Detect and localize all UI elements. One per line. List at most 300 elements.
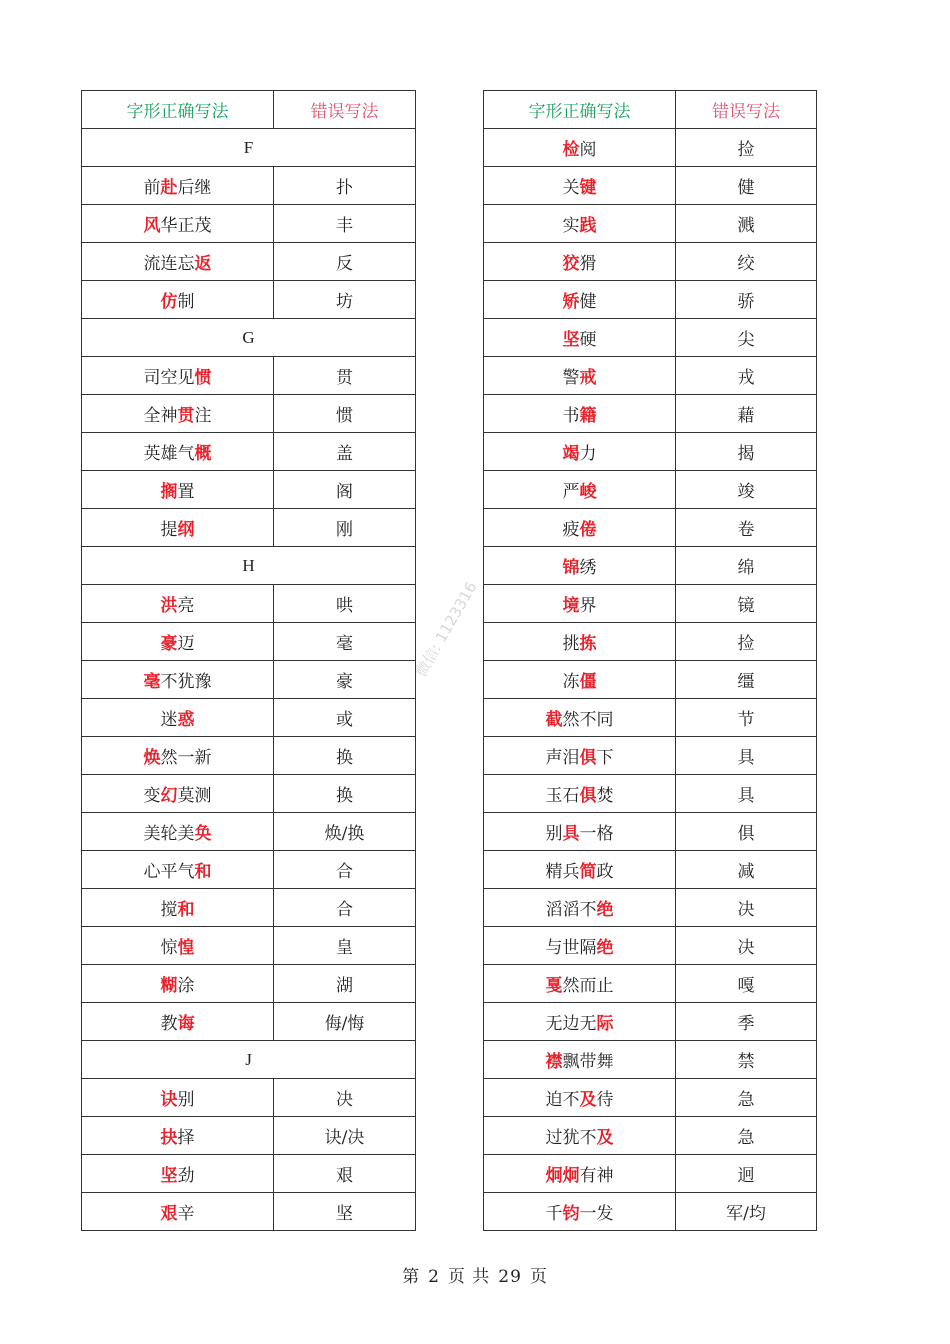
highlighted-char: 和: [177, 900, 195, 920]
word-text: 别: [545, 824, 563, 844]
footer-prefix: 第: [402, 1267, 421, 1287]
wrong-word-cell: 反: [274, 243, 416, 281]
correct-word-cell: [82, 737, 274, 775]
word-text: 焚: [596, 786, 614, 806]
correct-word-cell: [82, 205, 274, 243]
highlighted-char: 焕: [143, 748, 161, 768]
word-text: 变: [143, 786, 161, 806]
word-text: 制: [177, 292, 195, 312]
wrong-word-cell: 节: [676, 699, 817, 737]
word-text: 莫测: [177, 786, 212, 806]
highlighted-char: 惶: [177, 938, 195, 958]
correct-word-cell: [484, 699, 676, 737]
word-text: 绣: [579, 558, 597, 578]
highlighted-char: 钧: [562, 1204, 580, 1224]
correct-word-cell: [484, 357, 676, 395]
word-text: 教: [160, 1014, 178, 1034]
table-row: [484, 1193, 817, 1231]
highlighted-char: 俱: [579, 748, 597, 768]
table-row: [82, 1079, 416, 1117]
table-row: [484, 927, 817, 965]
word-text: 一发: [579, 1204, 614, 1224]
wrong-word-cell: 具: [676, 775, 817, 813]
table-header-row: [484, 91, 817, 129]
word-text: 涂: [177, 976, 195, 996]
word-text: 注: [194, 406, 212, 426]
correct-word-cell: [82, 509, 274, 547]
wrong-word-cell: 镜: [676, 585, 817, 623]
table-row: [484, 433, 817, 471]
word-text: 辛: [177, 1204, 195, 1224]
highlighted-char: 锦: [562, 558, 580, 578]
correct-word-cell: [82, 699, 274, 737]
correct-word-cell: [484, 1003, 676, 1041]
correct-word-cell: [484, 1041, 676, 1079]
highlighted-char: 截: [545, 710, 563, 730]
table-row: [82, 509, 416, 547]
highlighted-char: 贯: [177, 406, 195, 426]
header-correct-spelling: 字形正确写法: [484, 91, 676, 129]
table-row: [484, 623, 817, 661]
correct-word-cell: [484, 1117, 676, 1155]
section-row: [82, 129, 416, 167]
highlighted-char: 风: [143, 216, 161, 236]
table-row: [484, 281, 817, 319]
correct-word-cell: [82, 623, 274, 661]
table-row: [484, 243, 817, 281]
table-row: [484, 471, 817, 509]
wrong-word-cell: 嘎: [676, 965, 817, 1003]
highlighted-char: 艰: [160, 1204, 178, 1224]
right-table-body: [484, 129, 817, 1231]
table-row: [82, 813, 416, 851]
word-text: 迫不: [545, 1090, 580, 1110]
wrong-word-cell: 揭: [676, 433, 817, 471]
wrong-word-cell: 季: [676, 1003, 817, 1041]
table-row: [484, 509, 817, 547]
table-row: [82, 851, 416, 889]
wrong-word-cell: 扑: [274, 167, 416, 205]
highlighted-char: 际: [596, 1014, 614, 1034]
correct-word-cell: [484, 661, 676, 699]
correct-word-cell: [82, 813, 274, 851]
table-row: [82, 167, 416, 205]
wrong-word-cell: 换: [274, 775, 416, 813]
section-row: [82, 1041, 416, 1079]
table-row: [484, 547, 817, 585]
word-text: 华正茂: [160, 216, 212, 236]
table-row: [484, 205, 817, 243]
correct-word-cell: [484, 927, 676, 965]
highlighted-char: 奂: [194, 824, 212, 844]
wrong-word-cell: 竣: [676, 471, 817, 509]
wrong-word-cell: 减: [676, 851, 817, 889]
word-text: 无边无: [545, 1014, 597, 1034]
highlighted-char: 僵: [579, 672, 597, 692]
highlighted-char: 绝: [596, 938, 614, 958]
table-row: [484, 1041, 817, 1079]
highlighted-char: 矫: [562, 292, 580, 312]
table-row: [484, 851, 817, 889]
wrong-word-cell: 骄: [676, 281, 817, 319]
right-word-table: [483, 90, 817, 1231]
word-text: 劲: [177, 1166, 195, 1186]
word-text: 然一新: [160, 748, 212, 768]
wrong-word-cell: 健: [676, 167, 817, 205]
wrong-word-cell: 坊: [274, 281, 416, 319]
correct-word-cell: [484, 167, 676, 205]
wrong-word-cell: 豪: [274, 661, 416, 699]
table-row: [82, 281, 416, 319]
footer-suffix: 页: [529, 1267, 548, 1287]
wrong-word-cell: 侮/悔: [274, 1003, 416, 1041]
header-correct-spelling: 字形正确写法: [82, 91, 274, 129]
table-row: [82, 471, 416, 509]
table-row: [82, 395, 416, 433]
correct-word-cell: [484, 585, 676, 623]
wrong-word-cell: 藉: [676, 395, 817, 433]
word-text: 待: [596, 1090, 614, 1110]
wrong-word-cell: 合: [274, 889, 416, 927]
word-text: 一格: [579, 824, 614, 844]
highlighted-char: 赴: [160, 178, 178, 198]
table-row: [82, 737, 416, 775]
wrong-word-cell: 决: [676, 927, 817, 965]
table-row: [484, 775, 817, 813]
table-row: [484, 965, 817, 1003]
wrong-word-cell: 捡: [676, 623, 817, 661]
correct-word-cell: [82, 1003, 274, 1041]
highlighted-char: 戛: [545, 976, 563, 996]
correct-word-cell: [82, 889, 274, 927]
wrong-word-cell: 缰: [676, 661, 817, 699]
word-text: 心平气: [143, 862, 195, 882]
word-text: 政: [596, 862, 614, 882]
correct-word-cell: [484, 1193, 676, 1231]
correct-word-cell: [82, 471, 274, 509]
table-row: [82, 661, 416, 699]
word-text: 千: [545, 1204, 563, 1224]
word-text: 精兵: [545, 862, 580, 882]
correct-word-cell: [82, 1079, 274, 1117]
table-row: [484, 1003, 817, 1041]
word-text: 声泪: [545, 748, 580, 768]
word-text: 不犹豫: [160, 672, 212, 692]
highlighted-char: 惑: [177, 710, 195, 730]
wrong-word-cell: 坚: [274, 1193, 416, 1231]
word-text: 惊: [160, 938, 178, 958]
correct-word-cell: [484, 243, 676, 281]
word-text: 警: [562, 368, 580, 388]
highlighted-char: 返: [194, 254, 212, 274]
highlighted-char: 俱: [579, 786, 597, 806]
word-text: 疲: [562, 520, 580, 540]
left-word-table: [81, 90, 416, 1231]
highlighted-char: 简: [579, 862, 597, 882]
highlighted-char: 概: [194, 444, 212, 464]
table-row: [484, 585, 817, 623]
word-text: 有神: [579, 1166, 614, 1186]
left-table-body: [82, 129, 416, 1231]
correct-word-cell: [484, 737, 676, 775]
word-text: 滔滔不: [545, 900, 597, 920]
table-row: [82, 775, 416, 813]
table-row: [82, 623, 416, 661]
correct-word-cell: [82, 775, 274, 813]
wrong-word-cell: 丰: [274, 205, 416, 243]
section-row: [82, 547, 416, 585]
table-row: [82, 205, 416, 243]
highlighted-char: 狡: [562, 254, 580, 274]
correct-word-cell: [82, 965, 274, 1003]
header-wrong-spelling: 错误写法: [676, 91, 817, 129]
wrong-word-cell: 军/均: [676, 1193, 817, 1231]
correct-word-cell: [82, 243, 274, 281]
table-row: [484, 395, 817, 433]
word-text: 迈: [177, 634, 195, 654]
watermark: 微信: 1123316: [411, 578, 481, 680]
word-text: 与世隔: [545, 938, 597, 958]
header-wrong-spelling: 错误写法: [274, 91, 416, 129]
highlighted-char: 拣: [579, 634, 597, 654]
word-text: 搅: [160, 900, 178, 920]
correct-word-cell: [82, 281, 274, 319]
word-text: 界: [579, 596, 597, 616]
wrong-word-cell: 急: [676, 1079, 817, 1117]
section-letter: G: [82, 319, 416, 357]
correct-word-cell: [484, 433, 676, 471]
wrong-word-cell: 贯: [274, 357, 416, 395]
word-text: 实: [562, 216, 580, 236]
word-text: 冻: [562, 672, 580, 692]
highlighted-char: 键: [579, 178, 597, 198]
highlighted-char: 和: [194, 862, 212, 882]
wrong-word-cell: 急: [676, 1117, 817, 1155]
wrong-word-cell: 决: [274, 1079, 416, 1117]
table-row: [82, 357, 416, 395]
table-row: [484, 357, 817, 395]
table-row: [82, 699, 416, 737]
highlighted-char: 诲: [177, 1014, 195, 1034]
word-text: 亮: [177, 596, 195, 616]
highlighted-char: 峻: [579, 482, 597, 502]
highlighted-char: 惯: [194, 368, 212, 388]
wrong-word-cell: 换: [274, 737, 416, 775]
table-row: [82, 243, 416, 281]
table-row: [484, 1079, 817, 1117]
highlighted-char: 洪: [160, 596, 178, 616]
wrong-word-cell: 迥: [676, 1155, 817, 1193]
table-header-row: [82, 91, 416, 129]
wrong-word-cell: 艰: [274, 1155, 416, 1193]
wrong-word-cell: 刚: [274, 509, 416, 547]
word-text: 全神: [143, 406, 178, 426]
table-row: [484, 813, 817, 851]
wrong-word-cell: 禁: [676, 1041, 817, 1079]
correct-word-cell: [484, 319, 676, 357]
word-text: 猾: [579, 254, 597, 274]
correct-word-cell: [82, 1117, 274, 1155]
word-text: 阅: [579, 140, 597, 160]
table-row: [82, 1117, 416, 1155]
highlighted-char: 仿: [160, 292, 178, 312]
wrong-word-cell: 俱: [676, 813, 817, 851]
section-letter: H: [82, 547, 416, 585]
correct-word-cell: [484, 395, 676, 433]
highlighted-char: 戒: [579, 368, 597, 388]
highlighted-char: 竭: [562, 444, 580, 464]
table-row: [82, 927, 416, 965]
highlighted-char: 绝: [596, 900, 614, 920]
word-text: 择: [177, 1128, 195, 1148]
correct-word-cell: [82, 585, 274, 623]
highlighted-char: 践: [579, 216, 597, 236]
highlighted-char: 检: [562, 140, 580, 160]
section-letter: F: [82, 129, 416, 167]
table-row: [484, 1117, 817, 1155]
word-text: 过犹不: [545, 1128, 597, 1148]
table-row: [484, 699, 817, 737]
table-row: [82, 1155, 416, 1193]
correct-word-cell: [82, 357, 274, 395]
correct-word-cell: [82, 1193, 274, 1231]
page-footer: [0, 1262, 950, 1287]
wrong-word-cell: 绵: [676, 547, 817, 585]
wrong-word-cell: 惯: [274, 395, 416, 433]
wrong-word-cell: 溅: [676, 205, 817, 243]
word-text: 后继: [177, 178, 212, 198]
correct-word-cell: [484, 1079, 676, 1117]
highlighted-char: 及: [579, 1090, 597, 1110]
correct-word-cell: [82, 433, 274, 471]
word-text: 别: [177, 1090, 195, 1110]
wrong-word-cell: 湖: [274, 965, 416, 1003]
correct-word-cell: [484, 965, 676, 1003]
table-row: [484, 661, 817, 699]
correct-word-cell: [484, 509, 676, 547]
word-text: 英雄气: [143, 444, 195, 464]
correct-word-cell: [484, 889, 676, 927]
correct-word-cell: [484, 129, 676, 167]
table-row: [484, 889, 817, 927]
wrong-word-cell: 尖: [676, 319, 817, 357]
highlighted-char: 籍: [579, 406, 597, 426]
correct-word-cell: [484, 1155, 676, 1193]
wrong-word-cell: 盖: [274, 433, 416, 471]
correct-word-cell: [82, 927, 274, 965]
correct-word-cell: [484, 813, 676, 851]
wrong-word-cell: 诀/决: [274, 1117, 416, 1155]
correct-word-cell: [82, 1155, 274, 1193]
section-letter: J: [82, 1041, 416, 1079]
highlighted-char: 幻: [160, 786, 178, 806]
table-row: [82, 585, 416, 623]
correct-word-cell: [82, 395, 274, 433]
wrong-word-cell: 阁: [274, 471, 416, 509]
table-row: [484, 1155, 817, 1193]
table-row: [484, 167, 817, 205]
highlighted-char: 诀: [160, 1090, 178, 1110]
highlighted-char: 毫: [143, 672, 161, 692]
footer-current-page: 2: [428, 1267, 440, 1287]
word-text: 前: [143, 178, 161, 198]
highlighted-char: 豪: [160, 634, 178, 654]
word-text: 力: [579, 444, 597, 464]
word-text: 迷: [160, 710, 178, 730]
highlighted-char: 境: [562, 596, 580, 616]
correct-word-cell: [484, 205, 676, 243]
wrong-word-cell: 绞: [676, 243, 817, 281]
word-text: 美轮美: [143, 824, 195, 844]
highlighted-char: 糊: [160, 976, 178, 996]
highlighted-char: 襟: [545, 1052, 563, 1072]
highlighted-char: 倦: [579, 520, 597, 540]
table-row: [82, 1193, 416, 1231]
highlighted-char: 搁: [160, 482, 178, 502]
highlighted-char: 坚: [160, 1166, 178, 1186]
highlighted-char: 具: [562, 824, 580, 844]
word-text: 挑: [562, 634, 580, 654]
correct-word-cell: [484, 471, 676, 509]
word-text: 司空见: [143, 368, 195, 388]
word-text: 置: [177, 482, 195, 502]
correct-word-cell: [82, 851, 274, 889]
wrong-word-cell: 戎: [676, 357, 817, 395]
table-row: [82, 433, 416, 471]
correct-word-cell: [484, 851, 676, 889]
correct-word-cell: [484, 547, 676, 585]
correct-word-cell: [82, 661, 274, 699]
wrong-word-cell: 或: [274, 699, 416, 737]
wrong-word-cell: 哄: [274, 585, 416, 623]
wrong-word-cell: 毫: [274, 623, 416, 661]
table-row: [484, 737, 817, 775]
word-text: 硬: [579, 330, 597, 350]
highlighted-char: 及: [596, 1128, 614, 1148]
wrong-word-cell: 具: [676, 737, 817, 775]
word-text: 然而止: [562, 976, 614, 996]
highlighted-char: 纲: [177, 520, 195, 540]
wrong-word-cell: 决: [676, 889, 817, 927]
correct-word-cell: [484, 775, 676, 813]
word-text: 健: [579, 292, 597, 312]
wrong-word-cell: 合: [274, 851, 416, 889]
wrong-word-cell: 卷: [676, 509, 817, 547]
wrong-word-cell: 焕/换: [274, 813, 416, 851]
word-text: 玉石: [545, 786, 580, 806]
highlighted-char: 坚: [562, 330, 580, 350]
correct-word-cell: [484, 281, 676, 319]
footer-total-pages: 29: [498, 1267, 522, 1287]
word-text: 飘带舞: [562, 1052, 614, 1072]
word-text: 流连忘: [143, 254, 195, 274]
highlighted-char: 抉: [160, 1128, 178, 1148]
highlighted-char: 炯炯: [545, 1166, 580, 1186]
wrong-word-cell: 皇: [274, 927, 416, 965]
word-text: 关: [562, 178, 580, 198]
word-text: 提: [160, 520, 178, 540]
word-text: 然不同: [562, 710, 614, 730]
footer-mid: 页 共: [447, 1267, 491, 1287]
table-row: [82, 1003, 416, 1041]
section-row: [82, 319, 416, 357]
wrong-word-cell: 捡: [676, 129, 817, 167]
correct-word-cell: [82, 167, 274, 205]
table-row: [484, 319, 817, 357]
word-text: 书: [562, 406, 580, 426]
table-row: [82, 965, 416, 1003]
table-row: [484, 129, 817, 167]
